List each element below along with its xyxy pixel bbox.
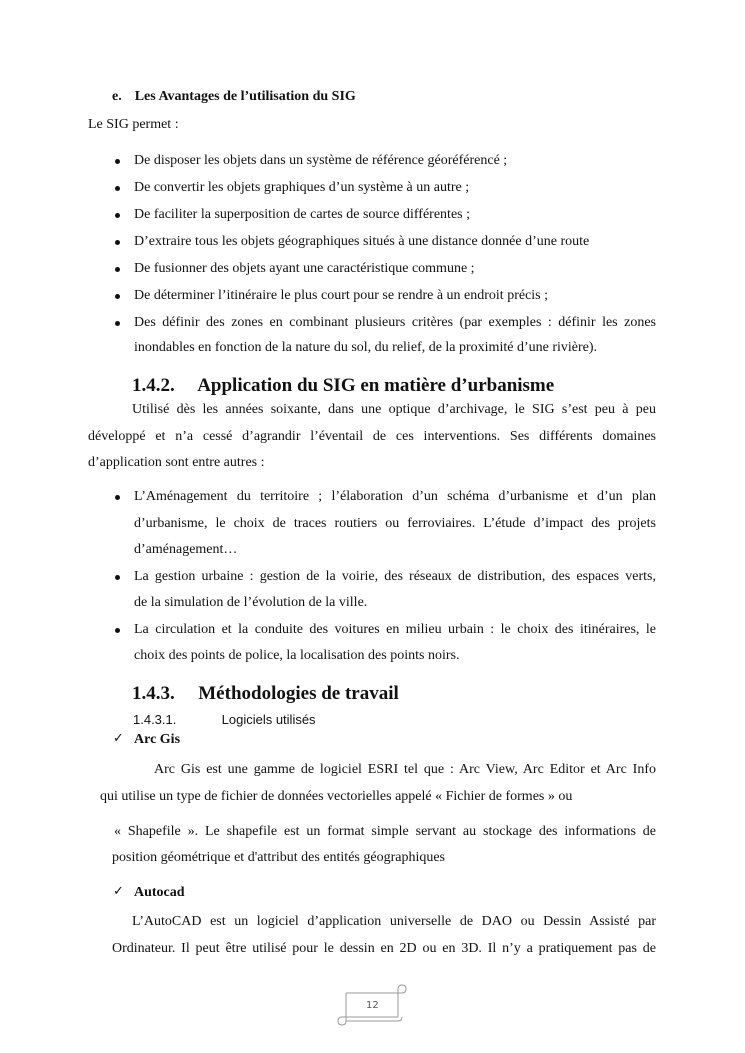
bullet-icon (115, 495, 120, 500)
section-142-title: Application du SIG en matière d’urbanisme (197, 375, 555, 396)
bullet-icon (115, 628, 120, 633)
paragraph-line: position géométrique et d'attribut des entités géographiques (112, 850, 445, 865)
list-item-text: d’urbanisme, le choix de traces routiers ou ferroviaires. L’étude d’impact des projets (134, 516, 656, 531)
section-143-number: 1.4.3. (132, 683, 175, 704)
autocad-title: Autocad (134, 885, 185, 900)
intro-text: Le SIG permet : (88, 117, 179, 132)
list-item-text: De fusionner des objets ayant une caractéristique commune ; (134, 261, 475, 276)
bullet-icon (115, 240, 120, 245)
section-143-title: Méthodologies de travail (198, 683, 399, 704)
list-item-text: D’extraire tous les objets géographiques situés à une distance donnée d’une route (134, 234, 590, 249)
section-1431-number: 1.4.3.1. (133, 712, 177, 727)
page-number-scroll (336, 983, 408, 1027)
section-142-number: 1.4.2. (132, 375, 175, 396)
list-item-text: De disposer les objets dans un système de référence géoréférencé ; (134, 153, 508, 168)
list-item-text: De déterminer l’itinéraire le plus court pour se rendre à un endroit précis ; (134, 288, 549, 303)
paragraph-line: développé et n’a cessé d’agrandir l’éventail de ces interventions. Ses différents domaines (88, 429, 656, 444)
list-item-text: La circulation et la conduite des voitures en milieu urbain : le choix des itinéraires, le (134, 622, 656, 637)
bullet-icon (115, 294, 120, 299)
list-item-text: d’aménagement… (134, 542, 238, 557)
section-e-title: Les Avantages de l’utilisation du SIG (134, 89, 356, 104)
list-item-text: inondables en fonction de la nature du sol, du relief, de la proximité d’une rivière). (134, 340, 598, 355)
checkmark-icon: ✓ (113, 731, 124, 746)
paragraph-line: qui utilise un type de fichier de données vectorielles appelé « Fichier de formes » ou (100, 789, 573, 804)
section-1431-title: Logiciels utilisés (221, 712, 316, 727)
list-item-text: De faciliter la superposition de cartes de source différentes ; (134, 207, 470, 222)
bullet-icon (115, 267, 120, 272)
bullet-icon (115, 186, 120, 191)
list-item-text: La gestion urbaine : gestion de la voirie, des réseaux de distribution, des espaces verts, (134, 569, 656, 584)
section-e-letter: e. (112, 89, 122, 104)
list-item-text: choix des points de police, la localisation des points noirs. (134, 648, 460, 663)
list-item-text: De convertir les objets graphiques d’un système à un autre ; (134, 180, 470, 195)
paragraph-line: L’AutoCAD est un logiciel d’application universelle de DAO ou Dessin Assisté par (132, 914, 656, 929)
paragraph-line: Ordinateur. Il peut être utilisé pour le dessin en 2D ou en 3D. Il n’y a pratiquement pas de (112, 941, 656, 956)
page-number: 12 (366, 1000, 379, 1011)
paragraph-line: Arc Gis est une gamme de logiciel ESRI tel que : Arc View, Arc Editor et Arc Info (154, 762, 656, 777)
arcgis-title: Arc Gis (134, 732, 181, 747)
section-e-heading (112, 89, 356, 105)
section-1431-heading (133, 712, 316, 727)
bullet-icon (115, 213, 120, 218)
bullet-icon (115, 159, 120, 164)
paragraph-line: d’application sont entre autres : (88, 455, 265, 470)
paragraph-line: Utilisé dès les années soixante, dans une optique d’archivage, le SIG s’est peu à peu (132, 402, 656, 417)
list-item-text: L’Aménagement du territoire ; l’élaboration d’un schéma d’urbanisme et d’un plan (134, 489, 656, 504)
checkmark-icon: ✓ (113, 884, 124, 899)
paragraph-line: « Shapefile ». Le shapefile est un format simple servant au stockage des informations de (114, 824, 656, 839)
bullet-icon (115, 575, 120, 580)
list-item-text: Des définir des zones en combinant plusieurs critères (par exemples : définir les zones (134, 315, 656, 330)
list-item-text: de la simulation de l’évolution de la ville. (134, 595, 368, 610)
bullet-icon (115, 321, 120, 326)
section-143-heading (132, 683, 399, 705)
section-142-heading (132, 375, 554, 397)
